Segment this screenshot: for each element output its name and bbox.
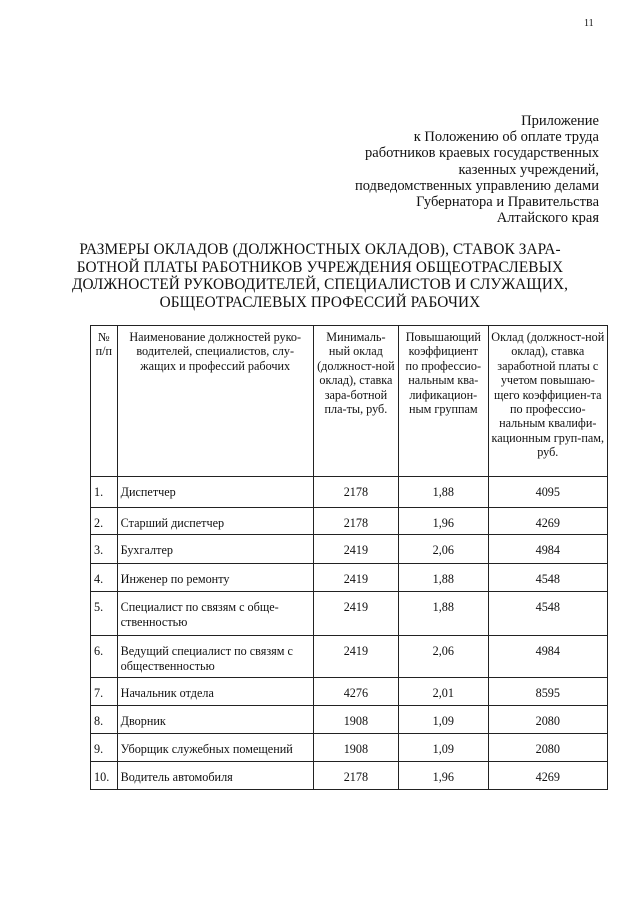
table-row bbox=[91, 564, 608, 592]
table-row bbox=[91, 477, 608, 508]
position-name-cell: Старший диспетчер bbox=[117, 508, 313, 535]
salary-table bbox=[90, 325, 608, 790]
salary-cell: 8595 bbox=[488, 678, 607, 705]
coefficient-cell: 1,88 bbox=[399, 477, 489, 508]
table-row bbox=[91, 705, 608, 733]
row-number-cell: 10. bbox=[91, 761, 118, 789]
position-name-cell: Диспетчер bbox=[117, 477, 313, 508]
coefficient-cell: 1,88 bbox=[399, 592, 489, 636]
title-line: БОТНОЙ ПЛАТЫ РАБОТНИКОВ УЧРЕЖДЕНИЯ ОБЩЕОТРАСЛЕВЫХ bbox=[76, 258, 564, 276]
header-min-salary: Минималь-ный оклад (должност-ной оклад), ставка зара-ботной пла-ты, руб. bbox=[313, 326, 398, 477]
page-number: 11 bbox=[584, 18, 594, 29]
row-number-cell: 4. bbox=[91, 564, 118, 592]
min-salary-cell: 2419 bbox=[313, 564, 398, 592]
title-line: ОБЩЕОТРАСЛЕВЫХ ПРОФЕССИЙ РАБОЧИХ bbox=[159, 293, 481, 311]
row-number-cell: 1. bbox=[91, 477, 118, 508]
row-number-cell: 9. bbox=[91, 733, 118, 761]
appendix-line: к Положению об оплате труда bbox=[413, 129, 599, 146]
header-salary: Оклад (должност-ной оклад), ставка заработной платы с учетом повышаю-щего коэффициен-та по профессио-нальным квалифи-кационным груп-пам, руб. bbox=[488, 326, 607, 477]
position-name-cell: Специалист по связям с обще-ственностью bbox=[117, 592, 313, 636]
coefficient-cell: 1,88 bbox=[399, 564, 489, 592]
coefficient-cell: 2,01 bbox=[399, 678, 489, 705]
header-number: № п/п bbox=[91, 326, 118, 477]
position-name-cell: Начальник отдела bbox=[117, 678, 313, 705]
position-name-cell: Инженер по ремонту bbox=[117, 564, 313, 592]
row-number-cell: 2. bbox=[91, 508, 118, 535]
row-number-cell: 5. bbox=[91, 592, 118, 636]
row-number-cell: 8. bbox=[91, 705, 118, 733]
coefficient-cell: 2,06 bbox=[399, 636, 489, 678]
row-number-cell: 6. bbox=[91, 636, 118, 678]
position-name-cell: Бухгалтер bbox=[117, 535, 313, 564]
salary-cell: 4984 bbox=[488, 535, 607, 564]
salary-cell: 4984 bbox=[488, 636, 607, 678]
coefficient-cell: 1,09 bbox=[399, 733, 489, 761]
min-salary-cell: 1908 bbox=[313, 705, 398, 733]
table-header-row bbox=[91, 326, 608, 477]
appendix-line: подведомственных управлению делами bbox=[354, 177, 599, 194]
appendix-line: работников краевых государственных bbox=[365, 145, 599, 162]
salary-cell: 2080 bbox=[488, 733, 607, 761]
min-salary-cell: 2419 bbox=[313, 636, 398, 678]
salary-cell: 4095 bbox=[488, 477, 607, 508]
table-row bbox=[91, 535, 608, 564]
table-row bbox=[91, 733, 608, 761]
salary-cell: 4269 bbox=[488, 761, 607, 789]
salary-cell: 4269 bbox=[488, 508, 607, 535]
min-salary-cell: 4276 bbox=[313, 678, 398, 705]
min-salary-cell: 2178 bbox=[313, 508, 398, 535]
coefficient-cell: 1,96 bbox=[399, 761, 489, 789]
min-salary-cell: 2419 bbox=[313, 535, 398, 564]
min-salary-cell: 2178 bbox=[313, 761, 398, 789]
document-title bbox=[60, 241, 580, 311]
salary-cell: 2080 bbox=[488, 705, 607, 733]
salary-cell: 4548 bbox=[488, 564, 607, 592]
appendix-line: казенных учреждений, bbox=[458, 161, 599, 178]
coefficient-cell: 2,06 bbox=[399, 535, 489, 564]
position-name-cell: Уборщик служебных помещений bbox=[117, 733, 313, 761]
appendix-line: Губернатора и Правительства bbox=[416, 194, 599, 211]
table-row bbox=[91, 761, 608, 789]
appendix-block bbox=[269, 113, 599, 226]
min-salary-cell: 2419 bbox=[313, 592, 398, 636]
min-salary-cell: 2178 bbox=[313, 477, 398, 508]
table-row bbox=[91, 508, 608, 535]
appendix-line: Приложение bbox=[521, 113, 599, 129]
table-row bbox=[91, 592, 608, 636]
row-number-cell: 3. bbox=[91, 535, 118, 564]
header-coefficient: Повышающий коэффициент по профессио-нальным ква-лификацион-ным группам bbox=[399, 326, 489, 477]
title-line: РАЗМЕРЫ ОКЛАДОВ (ДОЛЖНОСТНЫХ ОКЛАДОВ), СТАВОК ЗАРА- bbox=[79, 241, 561, 258]
table-row bbox=[91, 636, 608, 678]
row-number-cell: 7. bbox=[91, 678, 118, 705]
salary-cell: 4548 bbox=[488, 592, 607, 636]
table-row bbox=[91, 678, 608, 705]
position-name-cell: Ведущий специалист по связям с общественностью bbox=[117, 636, 313, 678]
header-position-name: Наименование должностей руко-водителей, специалистов, слу-жащих и профессий рабочих bbox=[117, 326, 313, 477]
min-salary-cell: 1908 bbox=[313, 733, 398, 761]
appendix-line: Алтайского края bbox=[496, 210, 599, 227]
title-line: ДОЛЖНОСТЕЙ РУКОВОДИТЕЛЕЙ, СПЕЦИАЛИСТОВ И СЛУЖАЩИХ, bbox=[71, 276, 569, 293]
position-name-cell: Водитель автомобиля bbox=[117, 761, 313, 789]
coefficient-cell: 1,09 bbox=[399, 705, 489, 733]
position-name-cell: Дворник bbox=[117, 705, 313, 733]
coefficient-cell: 1,96 bbox=[399, 508, 489, 535]
